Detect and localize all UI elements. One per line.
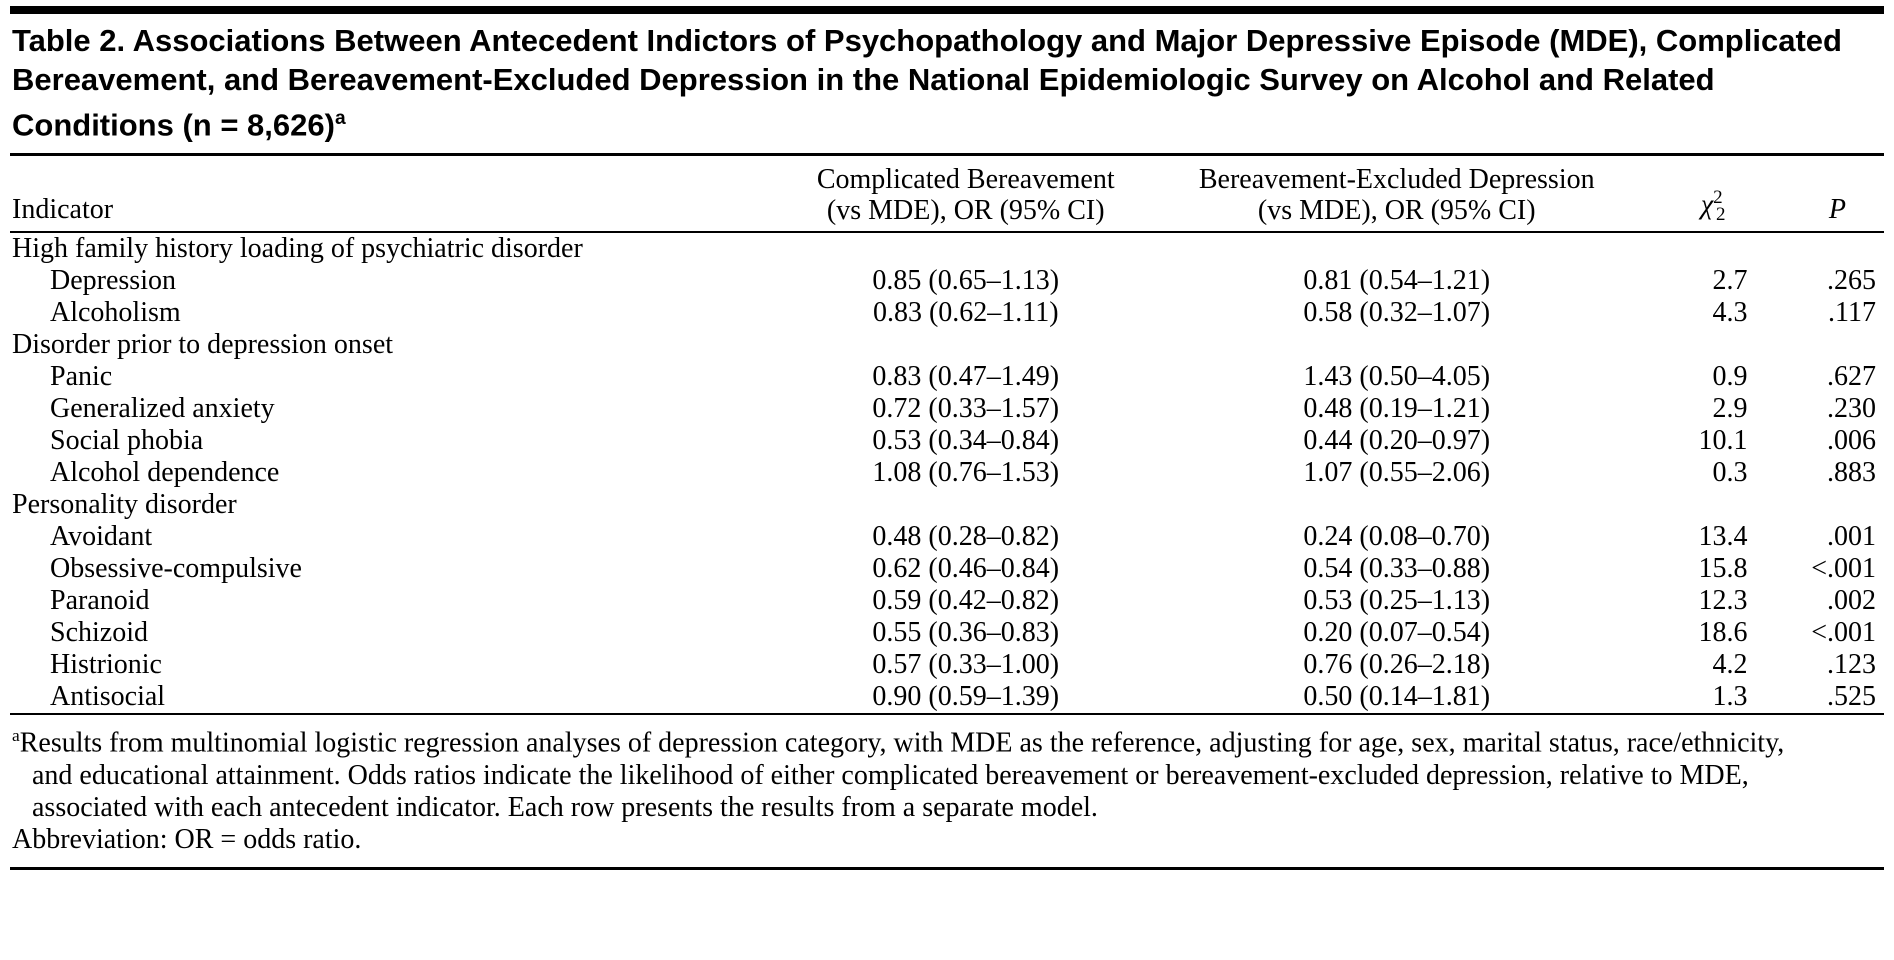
indicator-label-cell: Depression <box>50 265 176 297</box>
indicator-data-row <box>10 681 1884 713</box>
table-head <box>10 156 1884 232</box>
chi-squared-value-cell: 4.2 <box>1712 649 1748 681</box>
complicated-bereavement-or-cell: 0.83 (0.47–1.49) <box>872 361 1060 393</box>
footnote-abbreviation: Abbreviation: OR = odds ratio. <box>12 823 362 855</box>
footnote-a-text: Results from multinomial logistic regression analyses of depression category, with MDE as the reference, adjusting for age, sex, marital status, race/ethnicity, and educational attainment. Odds ratios indicate the likelihood of either complicated bereavement or bereavement-excluded depression, relative to MDE, associated with each antecedent indicator. Each row presents the results from a separate model. <box>19 727 1785 823</box>
indicator-data-row <box>10 361 1884 393</box>
chi-symbol: χ <box>1700 189 1714 221</box>
complicated-bereavement-or-cell: 0.62 (0.46–0.84) <box>872 553 1060 585</box>
p-label: P <box>1828 194 1846 226</box>
footnotes-section <box>10 715 1832 861</box>
chi-squared-value-cell: 18.6 <box>1698 617 1748 649</box>
chi-subscript-df: 2 <box>1716 204 1726 226</box>
bereavement-excluded-or-cell: 1.43 (0.50–4.05) <box>1303 361 1491 393</box>
complicated-bereavement-or-cell: 1.08 (0.76–1.53) <box>872 457 1060 489</box>
section-header-label: High family history loading of psychiatric disorder <box>12 233 583 265</box>
section-header-label: Personality disorder <box>12 489 237 521</box>
p-value-cell: .230 <box>1827 393 1876 425</box>
section-header-label: Disorder prior to depression onset <box>12 329 394 361</box>
p-value-cell: .002 <box>1827 585 1876 617</box>
complicated-bereavement-or-cell: 0.48 (0.28–0.82) <box>872 521 1060 553</box>
p-value-cell: .627 <box>1827 361 1876 393</box>
p-value-cell: <.001 <box>1811 553 1876 585</box>
bereavement-excluded-or-cell: 0.20 (0.07–0.54) <box>1303 617 1491 649</box>
table-title-footnote-marker: a <box>334 108 346 129</box>
indicator-data-row <box>10 617 1884 649</box>
table-title-text: Table 2. Associations Between Antecedent Indictors of Psychopathology and Major Depressive Episode (MDE), Complicated Bereavement, and Bereavement-Excluded Depression in the National Epidemiologic Survey on Alcohol and Related Conditions (n = 8,626) <box>12 23 1842 143</box>
complicated-bereavement-or-cell: 0.57 (0.33–1.00) <box>872 649 1060 681</box>
chi-squared-value-cell: 0.3 <box>1712 457 1748 489</box>
indicator-label-cell: Alcohol dependence <box>50 457 280 489</box>
complicated-bereavement-or-cell: 0.59 (0.42–0.82) <box>872 585 1060 617</box>
indicator-label-cell: Histrionic <box>50 649 162 681</box>
chi-squared-value-cell: 4.3 <box>1712 297 1748 329</box>
complicated-bereavement-or-cell: 0.90 (0.59–1.39) <box>872 681 1060 713</box>
indicator-data-row <box>10 265 1884 297</box>
indicator-data-row <box>10 425 1884 457</box>
chi-squared-value-cell: 2.7 <box>1712 265 1748 297</box>
chi-squared-value-cell: 2.9 <box>1712 393 1748 425</box>
chi-squared-value-cell: 0.9 <box>1712 361 1748 393</box>
bereavement-excluded-or-cell: 0.58 (0.32–1.07) <box>1303 297 1491 329</box>
p-value-cell: <.001 <box>1811 617 1876 649</box>
indicator-data-row <box>10 393 1884 425</box>
bereavement-excluded-or-cell: 0.76 (0.26–2.18) <box>1303 649 1491 681</box>
section-header-row <box>10 329 1884 361</box>
col-header-p <box>1772 156 1884 232</box>
col-header-bed-line1: Bereavement-Excluded Depression <box>1198 164 1595 196</box>
bereavement-excluded-or-cell: 0.44 (0.20–0.97) <box>1303 425 1491 457</box>
indicator-label-cell: Alcoholism <box>50 297 181 329</box>
bereavement-excluded-or-cell: 0.53 (0.25–1.13) <box>1303 585 1491 617</box>
col-header-complicated-bereavement <box>760 156 1172 232</box>
indicator-label-cell: Avoidant <box>50 521 153 553</box>
p-value-cell: .883 <box>1827 457 1876 489</box>
indicator-label-cell: Antisocial <box>50 681 166 713</box>
indicator-data-row <box>10 457 1884 489</box>
chi-squared-value-cell: 1.3 <box>1712 681 1748 713</box>
chi-superscript: 2 <box>1713 187 1723 209</box>
indicator-label-cell: Panic <box>50 361 113 393</box>
bereavement-excluded-or-cell: 0.54 (0.33–0.88) <box>1303 553 1491 585</box>
p-value-cell: .006 <box>1827 425 1876 457</box>
complicated-bereavement-or-cell: 0.83 (0.62–1.11) <box>872 297 1059 329</box>
bereavement-excluded-or-cell: 0.81 (0.54–1.21) <box>1303 265 1491 297</box>
col-header-bereavement-excluded <box>1172 156 1622 232</box>
p-value-cell: .117 <box>1828 297 1876 329</box>
footnote-a <box>12 720 1830 823</box>
bereavement-excluded-or-cell: 0.48 (0.19–1.21) <box>1303 393 1491 425</box>
col-header-cb-line1: Complicated Bereavement <box>816 164 1115 196</box>
chi-squared-value-cell: 15.8 <box>1698 553 1748 585</box>
chi-squared-value-cell: 10.1 <box>1698 425 1748 457</box>
indicator-data-row <box>10 297 1884 329</box>
indicator-label-cell: Schizoid <box>50 617 148 649</box>
indicator-data-row <box>10 553 1884 585</box>
bereavement-excluded-or-cell: 0.24 (0.08–0.70) <box>1303 521 1491 553</box>
indicator-data-row <box>10 649 1884 681</box>
p-value-cell: .265 <box>1827 265 1876 297</box>
top-rule <box>10 6 1884 14</box>
complicated-bereavement-or-cell: 0.55 (0.36–0.83) <box>872 617 1060 649</box>
complicated-bereavement-or-cell: 0.85 (0.65–1.13) <box>872 265 1060 297</box>
chi-squared-value-cell: 12.3 <box>1698 585 1748 617</box>
table-body <box>10 232 1884 713</box>
footnote-a-marker: a <box>12 726 20 746</box>
col-header-cb-line2: (vs MDE), OR (95% CI) <box>826 195 1105 227</box>
indicator-label-cell: Generalized anxiety <box>50 393 275 425</box>
p-value-cell: .123 <box>1827 649 1876 681</box>
chi-squared-value-cell: 13.4 <box>1698 521 1748 553</box>
p-value-cell: .525 <box>1827 681 1876 713</box>
col-header-chi-squared <box>1622 156 1772 232</box>
indicator-label-cell: Obsessive-compulsive <box>50 553 302 585</box>
table-title <box>10 14 1884 153</box>
complicated-bereavement-or-cell: 0.72 (0.33–1.57) <box>872 393 1060 425</box>
section-header-row <box>10 489 1884 521</box>
results-table <box>10 156 1884 713</box>
bottom-rule <box>10 867 1884 870</box>
indicator-label-cell: Paranoid <box>50 585 150 617</box>
indicator-label-cell: Social phobia <box>50 425 204 457</box>
bereavement-excluded-or-cell: 1.07 (0.55–2.06) <box>1303 457 1491 489</box>
col-header-bed-line2: (vs MDE), OR (95% CI) <box>1257 195 1536 227</box>
col-header-indicator: Indicator <box>10 156 760 232</box>
indicator-data-row <box>10 521 1884 553</box>
indicator-data-row <box>10 585 1884 617</box>
p-value-cell: .001 <box>1827 521 1876 553</box>
complicated-bereavement-or-cell: 0.53 (0.34–0.84) <box>872 425 1060 457</box>
header-row <box>10 156 1884 232</box>
bereavement-excluded-or-cell: 0.50 (0.14–1.81) <box>1303 681 1491 713</box>
section-header-row <box>10 232 1884 265</box>
